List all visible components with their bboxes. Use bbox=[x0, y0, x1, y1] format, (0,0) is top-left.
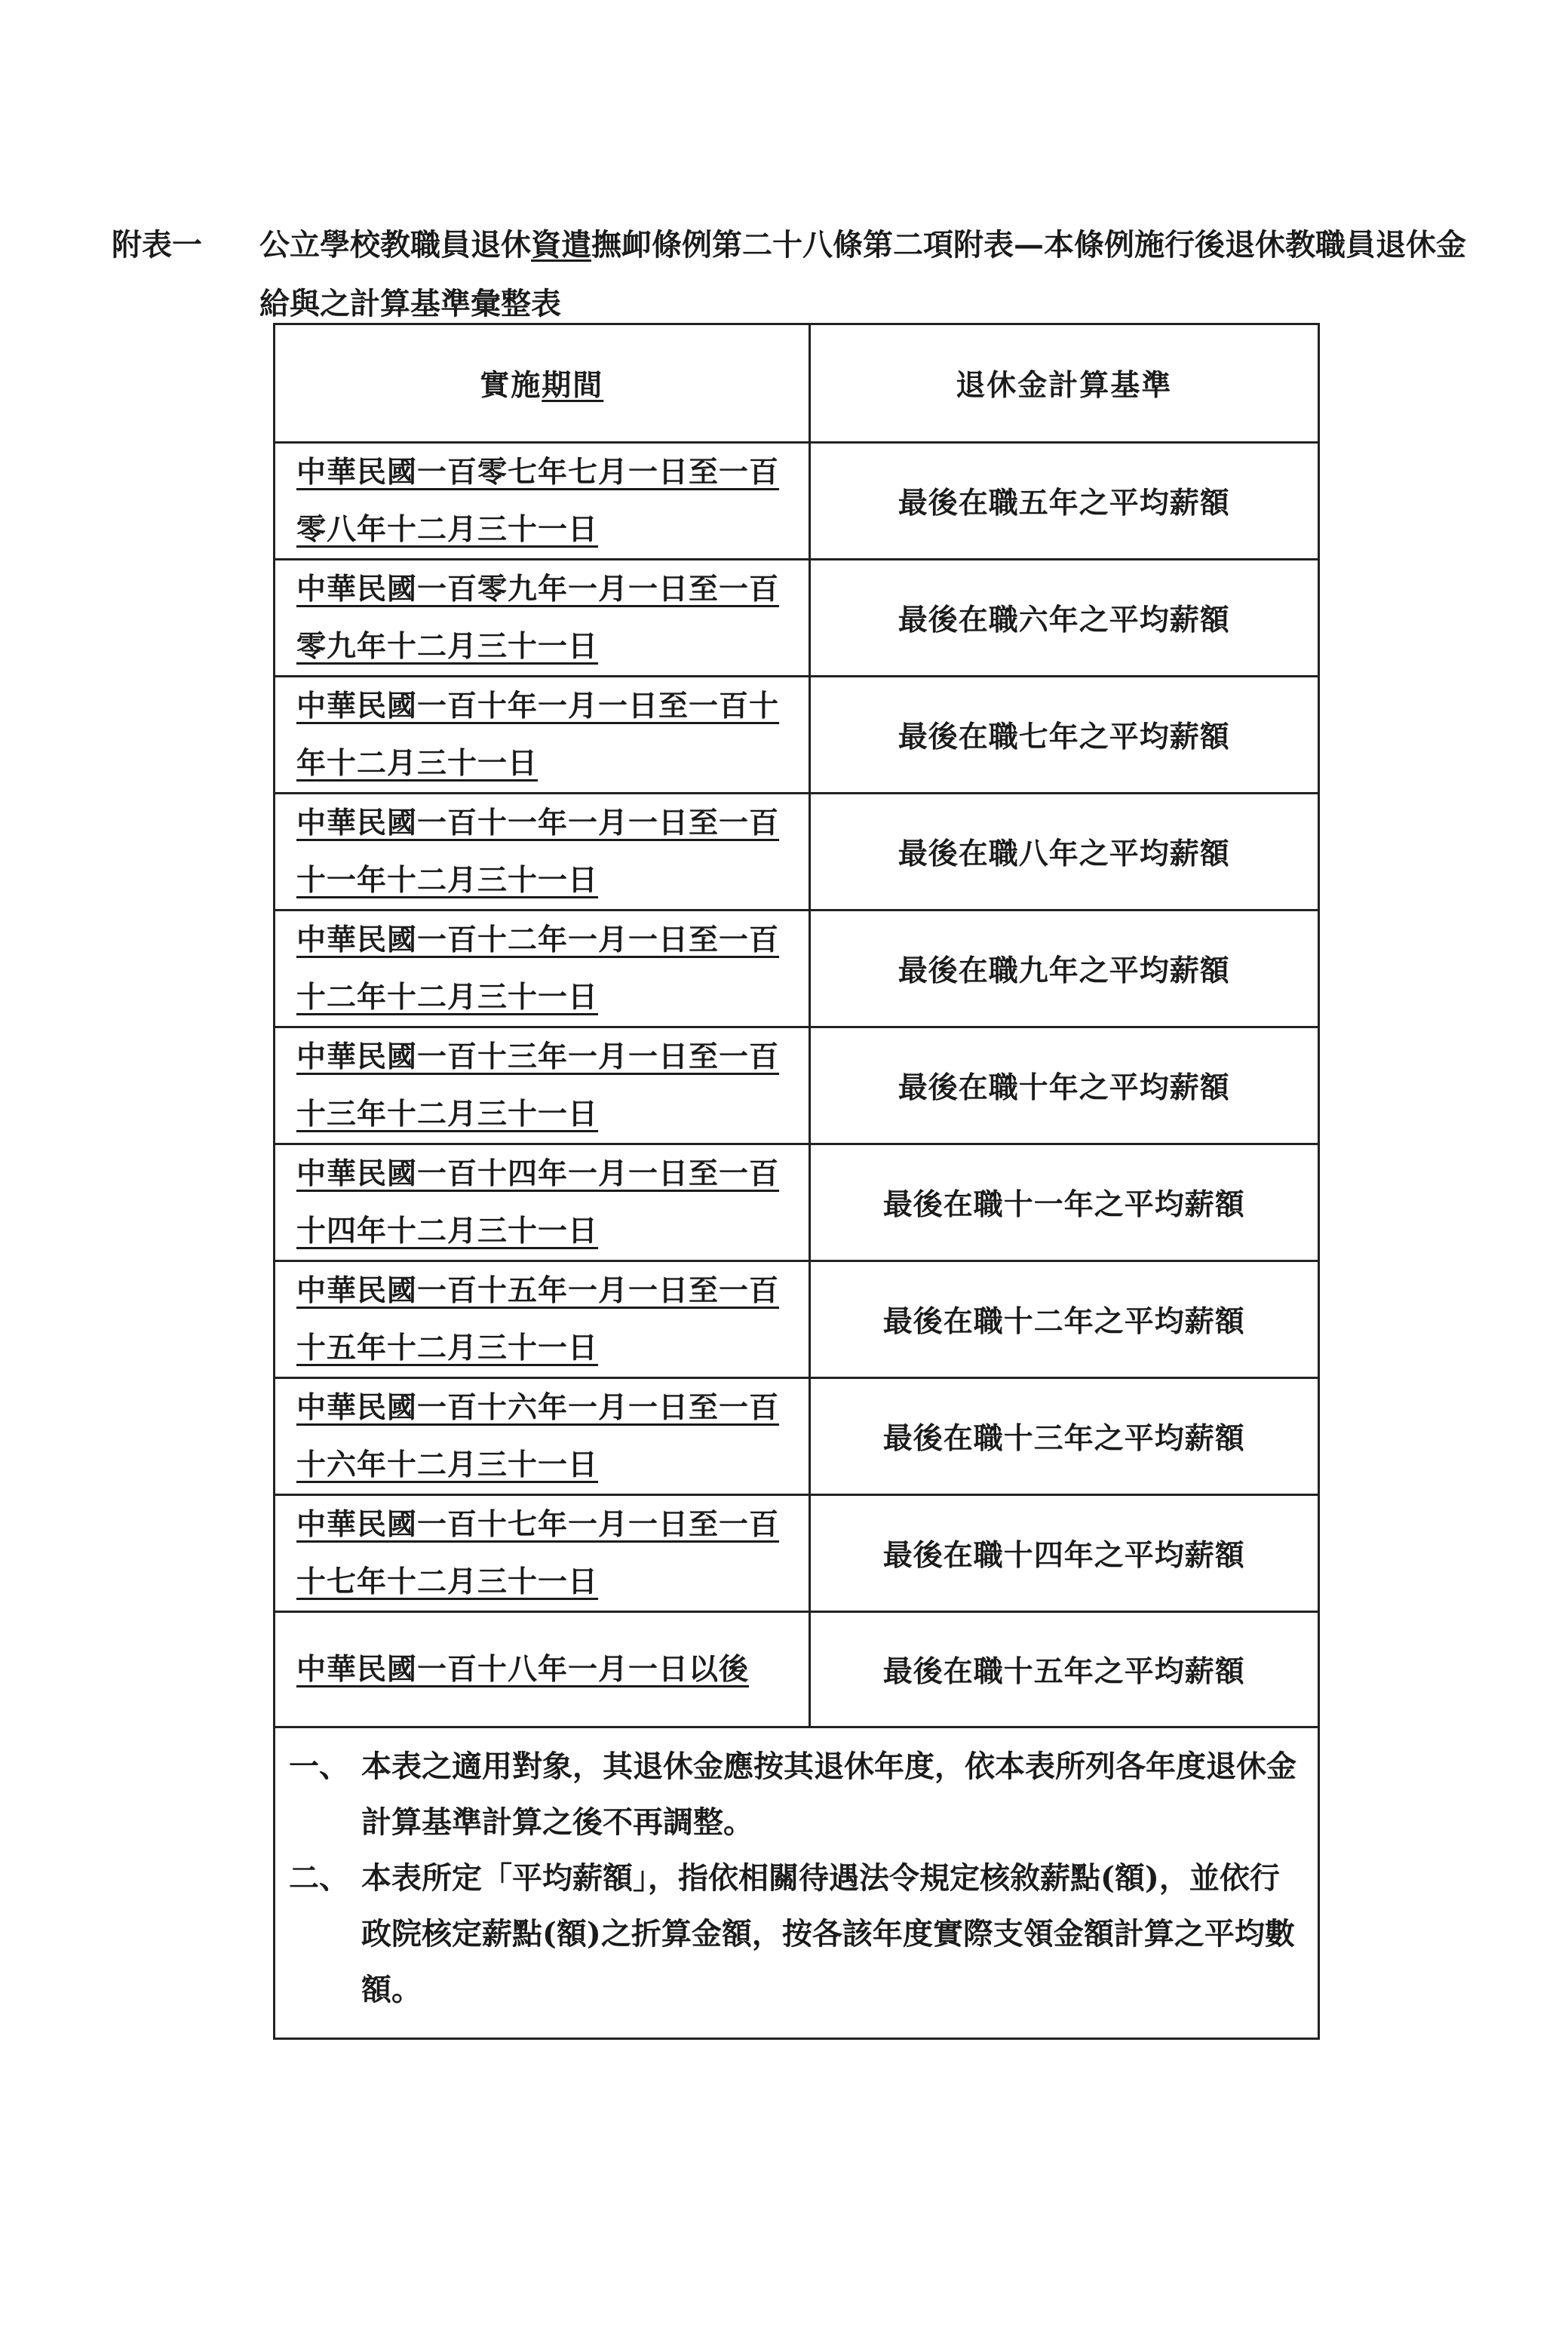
table-row bbox=[275, 1027, 1318, 1144]
basis-cell: 最後在職十五年之平均薪額 bbox=[809, 1611, 1318, 1727]
appendix-title bbox=[259, 216, 1489, 333]
basis-cell: 最後在職十三年之平均薪額 bbox=[809, 1377, 1318, 1494]
note-text: 本表所定「平均薪額」，指依相關待遇法令規定核敘薪點(額)，並依行政院核定薪點(額)之折算金額，按各該年度實際支領金額計算之平均數額。 bbox=[361, 1859, 1295, 2007]
table-grid bbox=[275, 325, 1318, 1728]
table-notes bbox=[275, 1728, 1318, 2038]
title-part-2: 撫卹條例第二十八條第二項附表—本條例施行後退休教職員退休金給與之計算基準彙整表 bbox=[259, 227, 1466, 321]
appendix-label: 附表一 bbox=[112, 227, 202, 263]
note-text: 本表之適用對象，其退休金應按其退休年度，依本表所列各年度退休金計算基準計算之後不再調整。 bbox=[361, 1748, 1296, 1840]
pension-basis-table bbox=[273, 323, 1320, 2040]
column-header-period-underlined: 期間 bbox=[542, 367, 604, 403]
period-cell bbox=[275, 910, 809, 1027]
table-row bbox=[275, 442, 1318, 559]
period-text: 中華民國一百十七年一月一日至一百十七年十二月三十一日 bbox=[296, 1506, 780, 1599]
period-text: 中華民國一百十八年一月一日以後 bbox=[296, 1651, 750, 1687]
period-cell bbox=[275, 793, 809, 910]
basis-cell: 最後在職十年之平均薪額 bbox=[809, 1027, 1318, 1144]
note-item bbox=[289, 1850, 1300, 2018]
period-text: 中華民國一百零九年一月一日至一百零九年十二月三十一日 bbox=[296, 571, 780, 664]
note-number: 二、 bbox=[289, 1859, 349, 1896]
period-cell bbox=[275, 1144, 809, 1261]
basis-cell: 最後在職七年之平均薪額 bbox=[809, 676, 1318, 793]
title-part-1: 公立學校教職員退休 bbox=[259, 227, 531, 263]
period-text: 中華民國一百十年一月一日至一百十年十二月三十一日 bbox=[296, 688, 780, 781]
period-cell bbox=[275, 676, 809, 793]
basis-cell: 最後在職五年之平均薪額 bbox=[809, 442, 1318, 559]
table-row bbox=[275, 1261, 1318, 1377]
period-text: 中華民國一百十三年一月一日至一百十三年十二月三十一日 bbox=[296, 1039, 780, 1132]
table-row bbox=[275, 793, 1318, 910]
period-cell bbox=[275, 559, 809, 676]
period-text: 中華民國一百十六年一月一日至一百十六年十二月三十一日 bbox=[296, 1390, 780, 1482]
note-number: 一、 bbox=[289, 1748, 349, 1784]
basis-cell: 最後在職八年之平均薪額 bbox=[809, 793, 1318, 910]
period-text: 中華民國一百十四年一月一日至一百十四年十二月三十一日 bbox=[296, 1156, 780, 1248]
column-header-period bbox=[275, 325, 809, 442]
period-text: 中華民國一百十一年一月一日至一百十一年十二月三十一日 bbox=[296, 805, 780, 898]
table-row bbox=[275, 1377, 1318, 1494]
basis-cell: 最後在職十一年之平均薪額 bbox=[809, 1144, 1318, 1261]
period-text: 中華民國一百十二年一月一日至一百十二年十二月三十一日 bbox=[296, 922, 780, 1015]
table-row bbox=[275, 1611, 1318, 1727]
basis-cell: 最後在職六年之平均薪額 bbox=[809, 559, 1318, 676]
table-header-row bbox=[275, 325, 1318, 442]
period-cell bbox=[275, 1377, 809, 1494]
basis-cell: 最後在職十二年之平均薪額 bbox=[809, 1261, 1318, 1377]
period-cell bbox=[275, 1611, 809, 1727]
table-row bbox=[275, 1494, 1318, 1611]
table-row bbox=[275, 1144, 1318, 1261]
basis-cell: 最後在職九年之平均薪額 bbox=[809, 910, 1318, 1027]
table-row bbox=[275, 910, 1318, 1027]
column-header-basis: 退休金計算基準 bbox=[809, 325, 1318, 442]
basis-cell: 最後在職十四年之平均薪額 bbox=[809, 1494, 1318, 1611]
table-row bbox=[275, 559, 1318, 676]
period-cell bbox=[275, 442, 809, 559]
period-text: 中華民國一百十五年一月一日至一百十五年十二月三十一日 bbox=[296, 1273, 780, 1365]
period-cell bbox=[275, 1027, 809, 1144]
period-text: 中華民國一百零七年七月一日至一百零八年十二月三十一日 bbox=[296, 454, 780, 547]
column-header-period-prefix: 實施 bbox=[480, 367, 542, 403]
period-cell bbox=[275, 1494, 809, 1611]
note-item bbox=[289, 1739, 1300, 1850]
table-row bbox=[275, 676, 1318, 793]
period-cell bbox=[275, 1261, 809, 1377]
title-underlined-term: 資遣 bbox=[531, 227, 591, 263]
